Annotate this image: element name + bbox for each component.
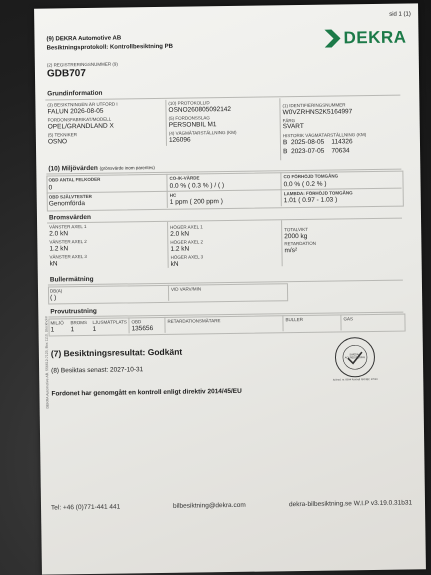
equipment-value-broms: 1	[70, 326, 75, 334]
vehicle-kind-label: (5) FORDONSSLAG	[168, 115, 210, 121]
color-label: FÄRG	[282, 118, 296, 124]
noise-dba-value: ( )	[50, 294, 57, 302]
footer-email: bilbesiktning@dekra.com	[172, 501, 246, 510]
equipment-header-broms: BROMS	[70, 320, 88, 326]
left-axle-1-label: VÄNSTER AXEL 1	[49, 223, 87, 230]
retardation-label: RETARDATION	[284, 240, 316, 247]
co-value: 0.0 % ( 0.3 % ) / ( )	[169, 182, 225, 190]
color-value: SVART	[282, 122, 304, 131]
obd-selftest-label: OBD SJÄLVTESTER	[48, 193, 92, 200]
dekra-logo	[324, 28, 406, 49]
equipment-header-ljus: LJUSMÄTPLATS	[92, 319, 127, 325]
right-axle-3-label: HÖGER AXEL 3	[170, 254, 204, 260]
obd-selftest-value: Genomförda	[48, 200, 85, 208]
technician-value: OSNO	[47, 138, 68, 146]
total-weight-label: TOTALVIKT	[284, 226, 308, 233]
next-inspection: (8) Besiktas senast: 2027-10-31	[51, 366, 144, 375]
reg-number: GDB707	[46, 67, 86, 80]
footer-web: dekra-bilbesiktning.se W.I.P v3.19.0.31b31	[288, 499, 413, 509]
left-axle-2-label: VÄNSTER AXEL 2	[49, 238, 87, 245]
technician-label: (5) TEKNIKER	[47, 132, 78, 138]
section-miljovarden: (10) Miljövärden (grönsvärde inom parentes)	[48, 164, 155, 173]
lambda-label: LAMBDA: FÖRHÖJD TOMGÅNG	[283, 190, 353, 197]
equipment-value-obd: 135656	[131, 325, 154, 333]
section-bromsvarden: Bromsvärden	[48, 213, 91, 222]
left-axle-3-label: VÄNSTER AXEL 3	[49, 253, 87, 260]
obd-faults-label: OBD ANTAL FELKODER	[48, 176, 101, 183]
protocol-id-label: (10) PROTOKOLLID	[168, 100, 210, 106]
inspection-protocol-document	[34, 3, 426, 574]
side-vertical-text: DEKRA Automotive AB, 556612-7123, Box 1110, Stockholm	[44, 315, 50, 409]
retardation-value: m/s²	[284, 247, 298, 255]
lambda-value: 1.01 ( 0.97 - 1.03 )	[283, 196, 338, 205]
equipment-header-miljo: MILJÖ	[50, 320, 64, 326]
equipment-header-gas: GAS	[343, 316, 353, 322]
odometer-label: (4) VÄGMÄTARSTÄLLNING (KM)	[168, 129, 237, 136]
hc-value: 1 ppm ( 200 ppm )	[169, 198, 223, 206]
make-value: OPEL/GRANDLAND X	[47, 122, 114, 131]
right-axle-2-label: HÖGER AXEL 2	[170, 239, 203, 245]
footer-phone: Tel: +46 (0)771-441 441	[50, 503, 121, 512]
left-axle-2-value: 1.2 kN	[49, 245, 69, 253]
left-axle-1-value: 2.0 kN	[49, 230, 69, 238]
seal-text: SWEDAC ACKREDITERING	[344, 353, 366, 360]
vin-value: W0VZRHNS2K5164997	[282, 108, 353, 117]
history-row-2: B 2023-07-05 70634	[283, 147, 350, 156]
co-idle-label: CO FÖRHÖJD TOMGÅNG	[283, 173, 339, 180]
inspection-result: (7) Besiktningsresultat: Godkänt	[50, 346, 183, 359]
history-row-1: B 2025-08-05 114326	[282, 138, 353, 147]
noise-dba-label: DB(A)	[49, 288, 63, 294]
equipment-header-retardation: RETARDATIONSMÄTARE	[167, 318, 221, 324]
right-axle-3-value: kN	[170, 260, 179, 268]
dekra-logo-text: DEKRA	[343, 27, 407, 48]
seal-subtext: Ackred. nr. 8004 Kontroll ISO/IEC 17020	[332, 377, 378, 382]
left-axle-3-value: kN	[49, 260, 58, 268]
place-label: (3) BESIKTNINGEN ÄR UTFÖRD I	[47, 101, 118, 108]
odometer-history-label: HISTORIK VÄGMÄTARSTÄLLNING (KM)	[282, 132, 367, 139]
right-axle-1-value: 2.0 kN	[170, 230, 190, 238]
make-label: FORDONSFABRIKAT/MODELL	[47, 116, 112, 123]
section-grundinformation: Grundinformation	[47, 89, 103, 98]
dekra-logo-icon	[324, 29, 340, 47]
total-weight-value: 2000 kg	[284, 232, 308, 241]
equipment-value-ljus: 1	[92, 325, 97, 333]
reg-number-label: (2) REGISTRERINGSNUMMER (9)	[46, 61, 118, 68]
co-label: CO-/K-VÄRDE	[169, 175, 200, 181]
directive-statement: Fordonet har genomgått en kontroll enligt direktiv 2014/45/EU	[51, 387, 242, 398]
right-axle-1-label: HÖGER AXEL 1	[170, 224, 203, 230]
equipment-header-buller: BULLER	[285, 316, 303, 323]
equipment-value-miljo: 1	[50, 326, 55, 334]
co-idle-value: 0.0 % ( 0.2 % )	[283, 180, 327, 189]
right-axle-2-value: 1.2 kN	[170, 245, 190, 253]
issuer: (9) DEKRA Automotive AB	[46, 35, 122, 43]
section-provutrustning: Provutrustning	[50, 307, 97, 316]
page-number: sid 1 (1)	[389, 11, 411, 18]
hc-label: HC	[169, 192, 177, 198]
noise-rpm-label: VID VARV/MIN	[170, 286, 202, 292]
odometer-value: 126096	[168, 136, 191, 144]
section-bullermatning: Bullermätning	[49, 275, 94, 284]
vehicle-kind-value: PERSONBIL M1	[168, 121, 217, 129]
place-value: FALUN 2026-08-05	[47, 107, 104, 116]
equipment-header-obd: OBD	[131, 319, 142, 325]
protocol-id-value: OSNO260805092142	[168, 105, 232, 114]
obd-faults-value: 0	[48, 184, 53, 192]
vin-label: (1) IDENTIFIERINGSNUMMER	[282, 102, 346, 109]
swedac-seal	[332, 337, 378, 382]
protocol-type: Besiktningsprotokoll: Kontrollbesiktning PB	[46, 43, 173, 52]
